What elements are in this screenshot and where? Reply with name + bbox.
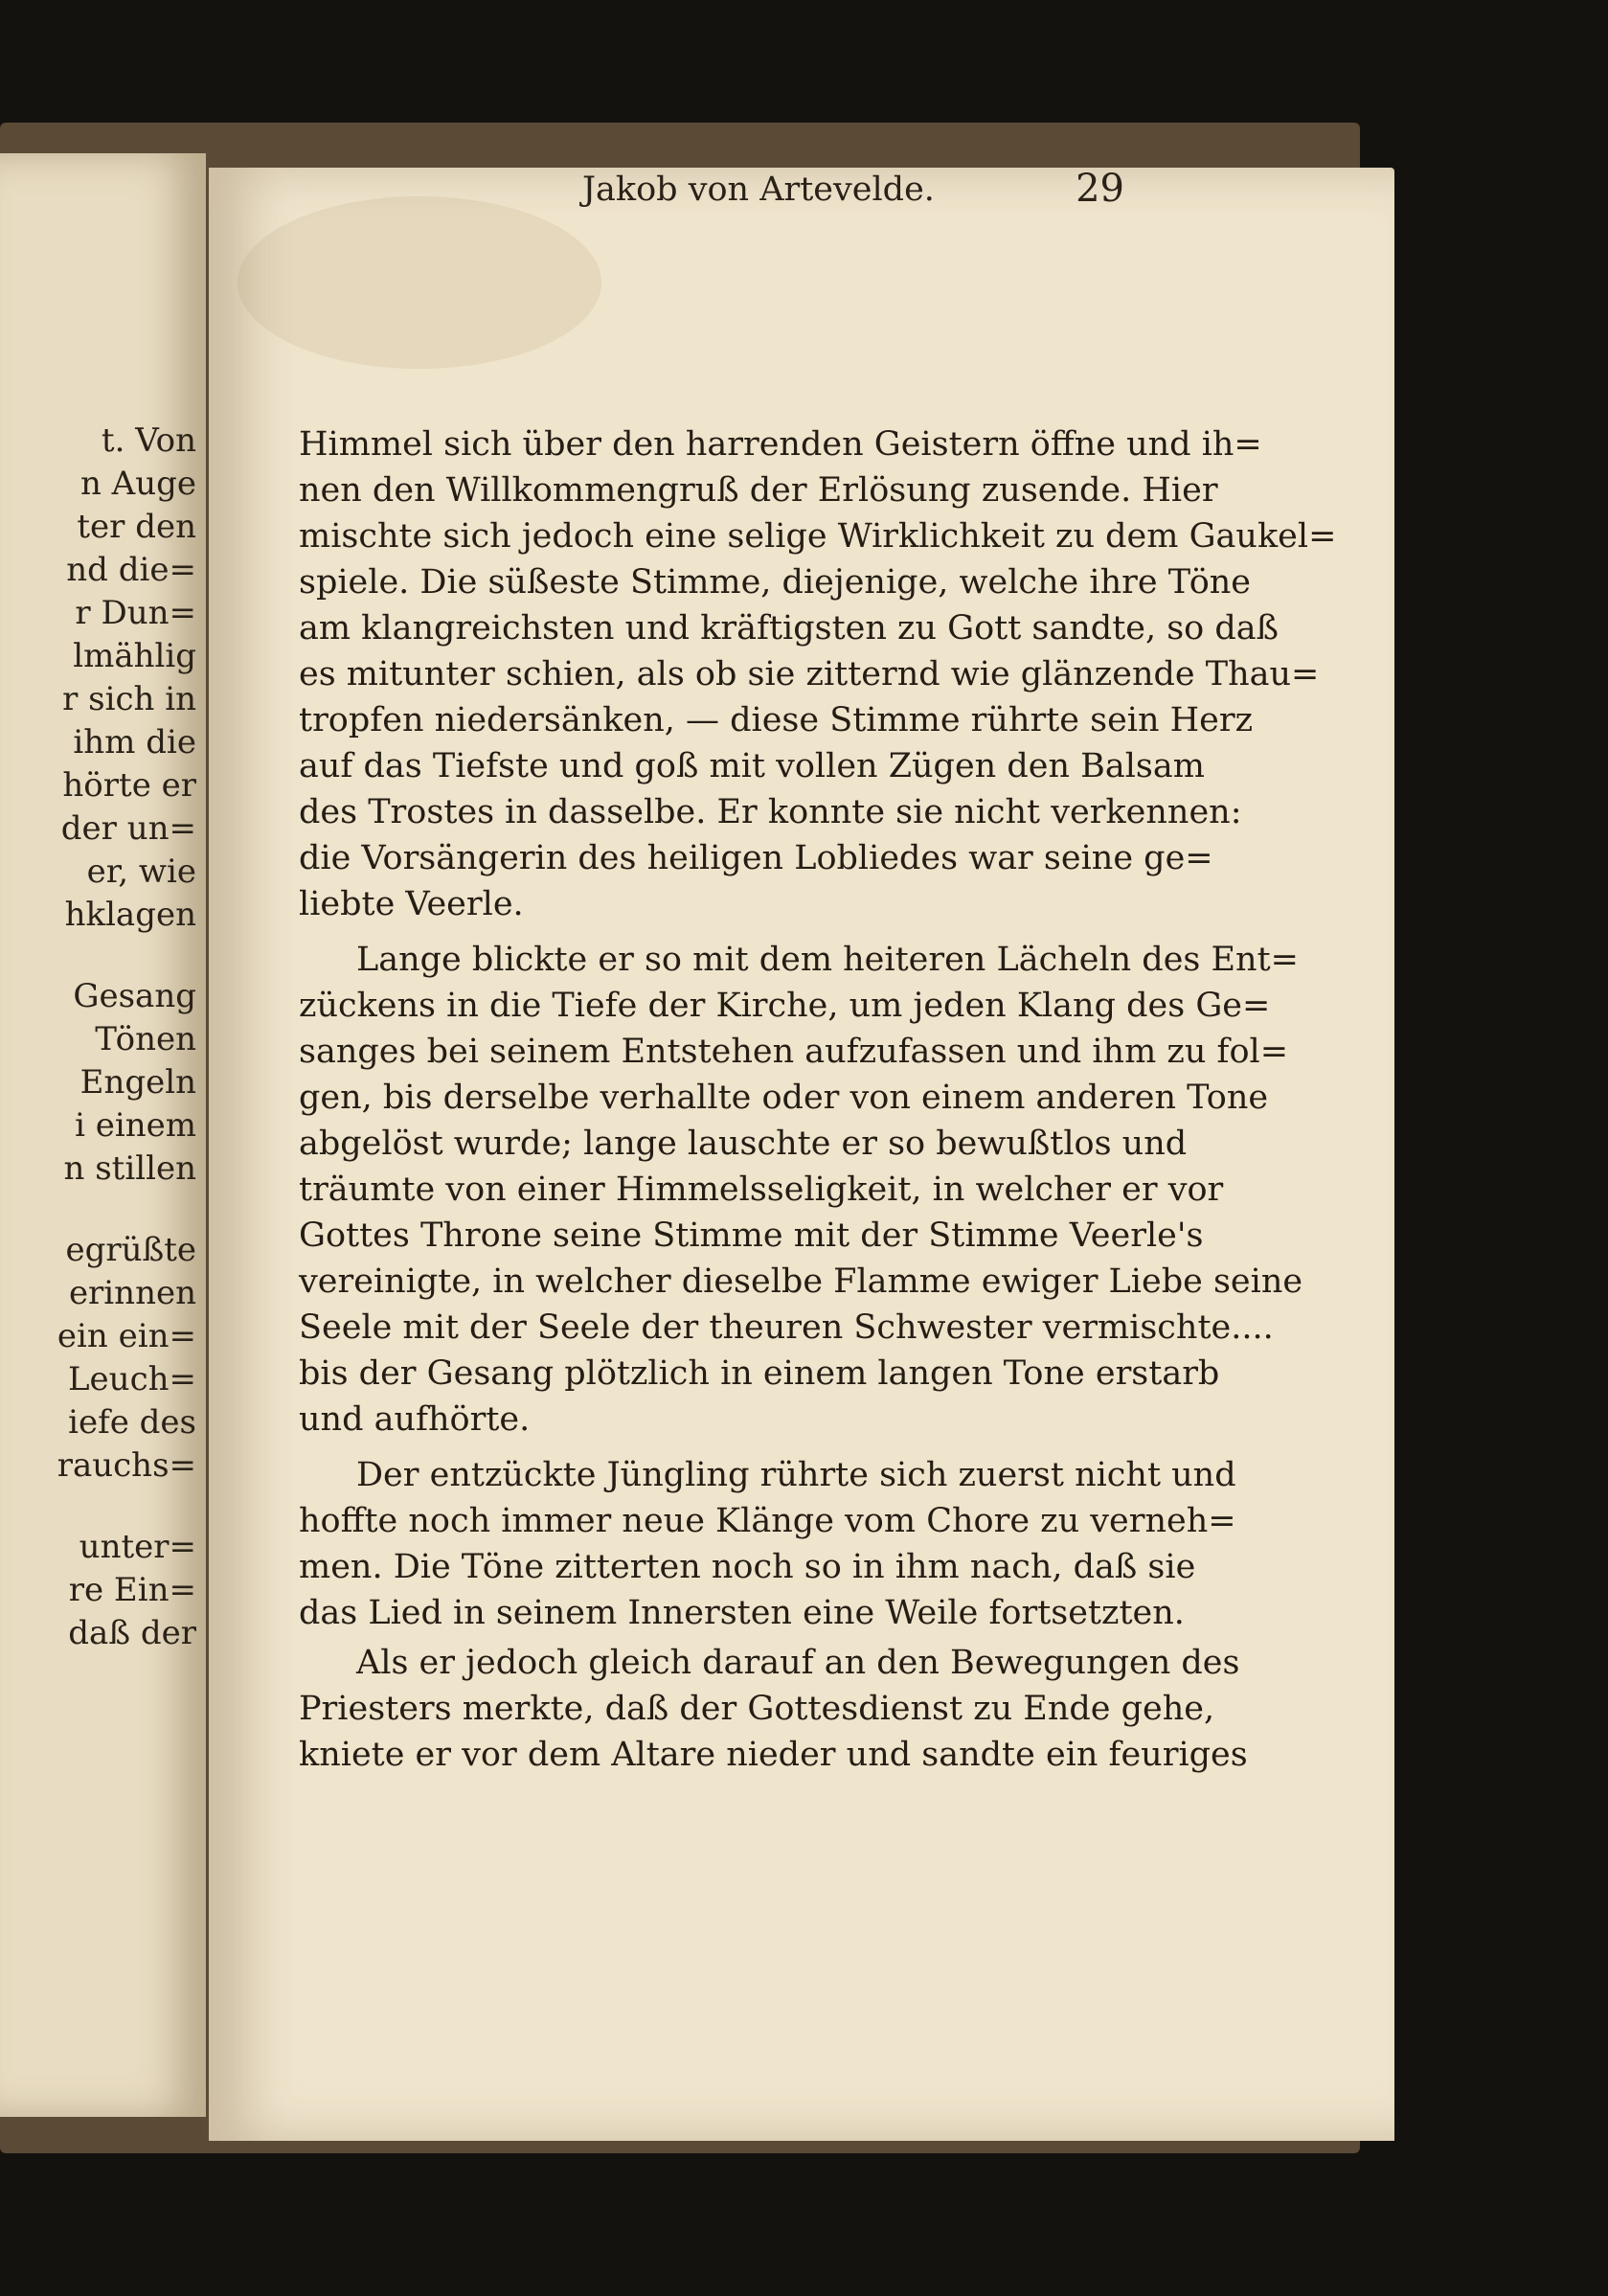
text-line: men. Die Töne zitterten noch so in ihm nach, daß sie (299, 1548, 1196, 1586)
text-line: die Vorsängerin des heiligen Lobliedes war seine ge= (299, 839, 1213, 877)
left-page-line: daß der (68, 1614, 196, 1652)
left-page-line: Engeln (79, 1063, 196, 1102)
left-page-line: re Ein= (68, 1571, 196, 1609)
text-line: spiele. Die süßeste Stimme, diejenige, welche ihre Töne (299, 563, 1252, 602)
text-line: Himmel sich über den harrenden Geistern öffne und ih= (299, 425, 1262, 464)
running-title: Jakob von Artevelde. (582, 170, 935, 209)
page-number: 29 (1076, 167, 1124, 211)
left-page-line: ihm die (73, 723, 196, 762)
left-page-line: unter= (79, 1528, 196, 1566)
text-line: das Lied in seinem Innersten eine Weile fortsetzten. (299, 1594, 1185, 1632)
left-page-line: hörte er (62, 766, 196, 805)
text-line: Der entzückte Jüngling rührte sich zuerst nicht und (356, 1456, 1236, 1494)
text-line: bis der Gesang plötzlich in einem langen Tone erstarb (299, 1354, 1220, 1393)
text-line: tropfen niedersänken, — diese Stimme rührte sein Herz (299, 701, 1254, 739)
left-page-line: egrüßte (65, 1231, 196, 1269)
left-page-line: nd die= (66, 551, 196, 589)
left-page-line: der un= (60, 809, 196, 848)
left-page-line: Leuch= (67, 1360, 196, 1398)
left-page-line: iefe des (68, 1403, 196, 1442)
left-page-line: r sich in (62, 680, 196, 718)
left-page (0, 153, 206, 2117)
text-line: Seele mit der Seele der theuren Schwester vermischte.... (299, 1308, 1274, 1347)
left-page-line: n Auge (79, 465, 196, 503)
text-line: und aufhörte. (299, 1400, 531, 1439)
text-line: kniete er vor dem Altare nieder und sandte ein feuriges (299, 1736, 1248, 1774)
page-header (370, 167, 1136, 218)
text-line: zückens in die Tiefe der Kirche, um jeden Klang des Ge= (299, 987, 1271, 1025)
left-page-line: lmählig (73, 637, 196, 675)
text-line: auf das Tiefste und goß mit vollen Zügen den Balsam (299, 747, 1205, 785)
text-line: liebte Veerle. (299, 885, 524, 923)
text-line: Als er jedoch gleich darauf an den Bewegungen des (356, 1644, 1240, 1682)
text-line: am klangreichsten und kräftigsten zu Gott sandte, so daß (299, 609, 1280, 648)
text-line: Lange blickte er so mit dem heiteren Lächeln des Ent= (356, 941, 1299, 979)
left-page-line: erinnen (68, 1274, 196, 1312)
text-line: abgelöst wurde; lange lauschte er so bewußtlos und (299, 1125, 1188, 1163)
text-line: mischte sich jedoch eine selige Wirklichkeit zu dem Gaukel= (299, 517, 1337, 556)
text-line: Gottes Throne seine Stimme mit der Stimme Veerle's (299, 1216, 1204, 1255)
left-page-line: n stillen (63, 1149, 196, 1188)
text-line: vereinigte, in welcher dieselbe Flamme ewiger Liebe seine (299, 1262, 1303, 1301)
left-page-line: t. Von (101, 421, 196, 460)
text-line: es mitunter schien, als ob sie zitternd wie glänzende Thau= (299, 655, 1320, 693)
left-page-line: Gesang (73, 977, 196, 1015)
text-line: des Trostes in dasselbe. Er konnte sie nicht verkennen: (299, 793, 1242, 831)
left-page-line: er, wie (86, 852, 196, 891)
text-line: hoffte noch immer neue Klänge vom Chore zu verneh= (299, 1502, 1236, 1540)
left-page-line: ein ein= (57, 1317, 196, 1355)
left-page-line: ter den (77, 508, 196, 546)
left-page-line: Tönen (95, 1020, 196, 1058)
paper-stain (238, 196, 601, 369)
left-page-line: rauchs= (57, 1446, 196, 1485)
text-line: nen den Willkommengruß der Erlösung zusende. Hier (299, 471, 1218, 510)
left-page-line: r Dun= (75, 594, 196, 632)
text-line: Priesters merkte, daß der Gottesdienst zu Ende gehe, (299, 1690, 1215, 1728)
text-line: gen, bis derselbe verhallte oder von einem anderen Tone (299, 1079, 1269, 1117)
text-line: träumte von einer Himmelsseligkeit, in welcher er vor (299, 1171, 1224, 1209)
left-page-line: hklagen (64, 896, 196, 934)
left-page-line: i einem (75, 1106, 196, 1145)
text-line: sanges bei seinem Entstehen aufzufassen und ihm zu fol= (299, 1033, 1289, 1071)
